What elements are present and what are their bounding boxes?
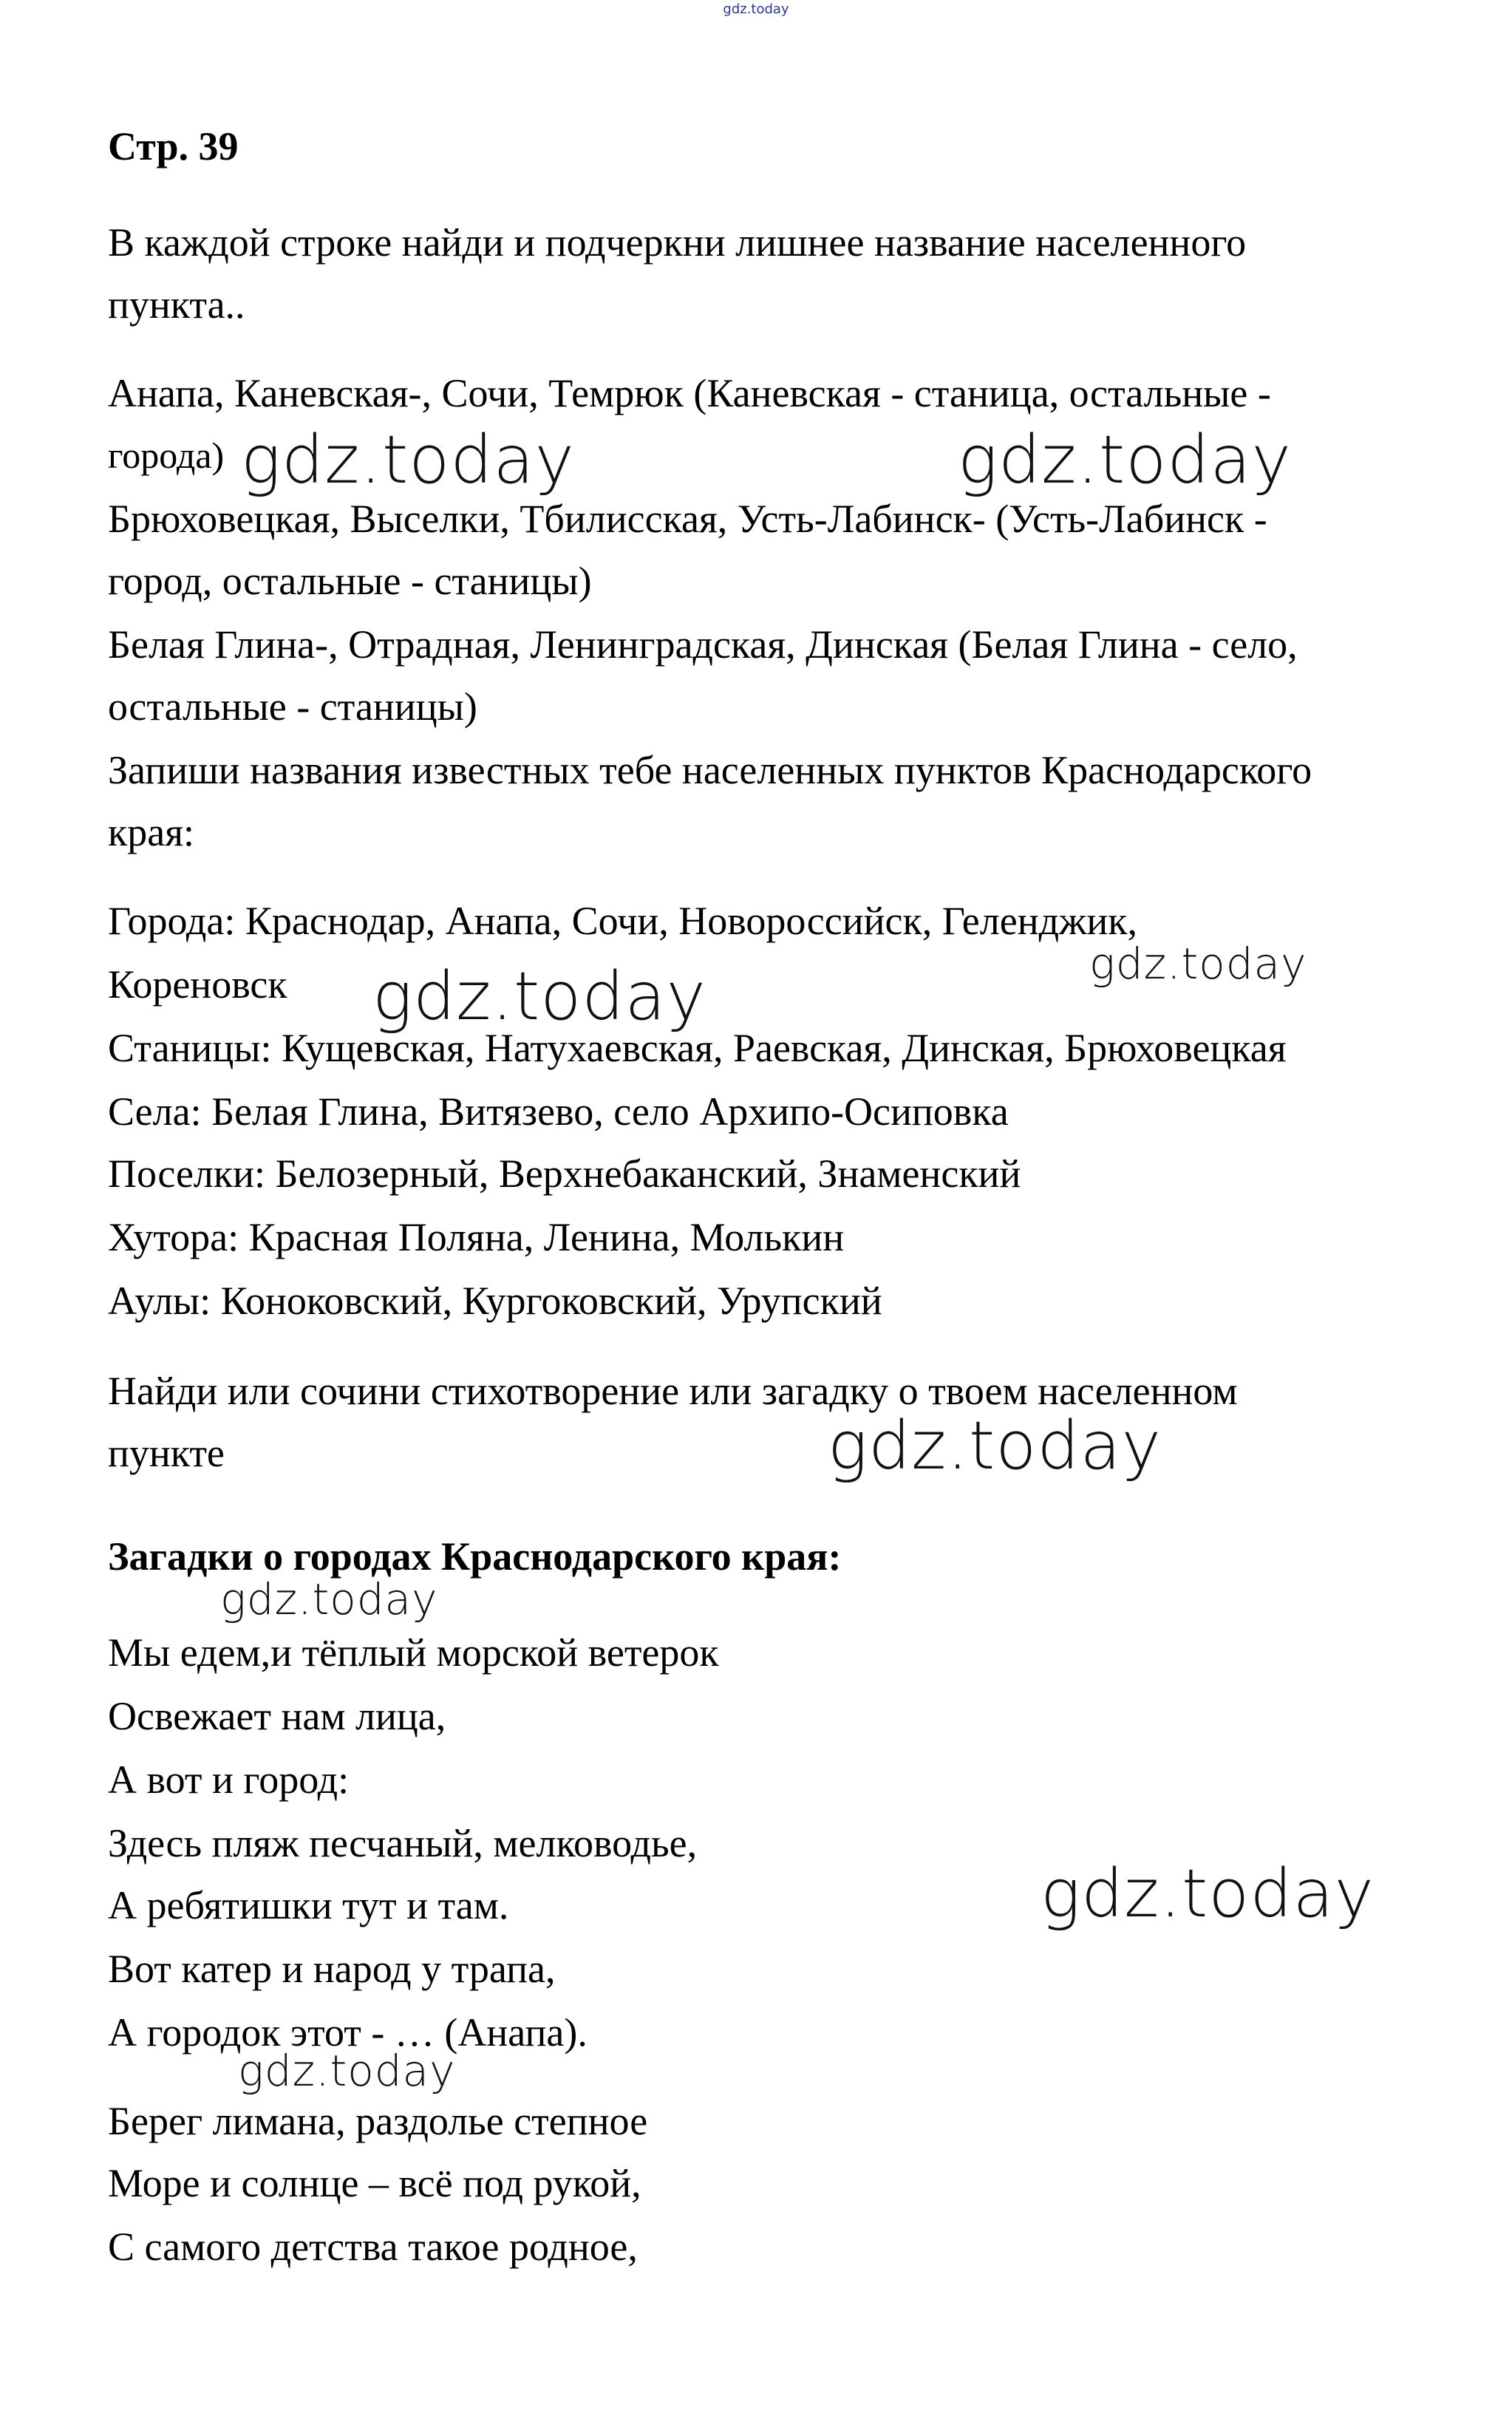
- category-cities-line-1: Города: Краснодар, Анапа, Сочи, Новороссийск, Геленджик,: [108, 899, 1138, 943]
- top-watermark: gdz.today: [723, 1, 789, 17]
- category-villages: Села: Белая Глина, Витязево, село Архипо-Осиповка: [108, 1089, 1009, 1134]
- task2-prompt-line-2: края:: [108, 810, 195, 854]
- category-settlements: Поселки: Белозерный, Верхнебаканский, Знаменский: [108, 1151, 1021, 1196]
- watermark-text: gdz.today: [238, 2046, 456, 2096]
- riddles-heading: Загадки о городах Краснодарского края:: [108, 1534, 842, 1579]
- poem-line: Берег лимана, раздолье степное: [108, 2099, 648, 2143]
- watermark-text: gdz.today: [220, 1574, 438, 1624]
- watermark-text: gdz.today: [828, 1407, 1162, 1485]
- page-number: Стр. 39: [108, 124, 239, 169]
- poem-line: Мы едем,и тёплый морской ветерок: [108, 1630, 719, 1675]
- watermark-text: gdz.today: [1089, 939, 1307, 989]
- watermark-text: gdz.today: [1041, 1855, 1375, 1933]
- task1-prompt-line-1: В каждой строке найди и подчеркни лишнее название населенного: [108, 220, 1247, 265]
- poem-line: А вот и город:: [108, 1757, 350, 1802]
- poem-line: Вот катер и народ у трапа,: [108, 1947, 556, 1991]
- task1-row-1-line-2: города): [108, 435, 225, 476]
- task3-prompt-line-1: Найди или сочини стихотворение или загадку о твоем населенном: [108, 1369, 1238, 1413]
- poem-line: С самого детства такое родное,: [108, 2225, 638, 2269]
- poem-line: Море и солнце – всё под рукой,: [108, 2161, 641, 2205]
- task1-row-2-line-2: город, остальные - станицы): [108, 559, 592, 603]
- poem-line: А городок этот - … (Анапа).: [108, 2010, 588, 2055]
- task1-row-2-line-1: Брюховецкая, Выселки, Тбилисская, Усть-Лабинск- (Усть-Лабинск -: [108, 497, 1267, 541]
- poem-line: Здесь пляж песчаный, мелководье,: [108, 1821, 698, 1865]
- category-stanitsy: Станицы: Кущевская, Натухаевская, Раевская, Динская, Брюховецкая: [108, 1026, 1287, 1070]
- category-khutors: Хутора: Красная Поляна, Ленина, Молькин: [108, 1215, 845, 1259]
- poem-line: А ребятишки тут и там.: [108, 1883, 509, 1927]
- task1-prompt-line-2: пункта..: [108, 282, 245, 327]
- poem-line: Освежает нам лица,: [108, 1694, 446, 1738]
- task1-row-3-line-2: остальные - станицы): [108, 684, 477, 729]
- category-auls: Аулы: Коноковский, Кургоковский, Урупский: [108, 1279, 882, 1323]
- watermark-text: gdz.today: [372, 958, 706, 1035]
- watermark-text: gdz.today: [241, 421, 575, 499]
- category-cities-line-2: Кореновск: [108, 962, 287, 1007]
- task3-prompt-line-2: пункте: [108, 1431, 225, 1475]
- task1-row-3-line-1: Белая Глина-, Отрадная, Ленинградская, Динская (Белая Глина - село,: [108, 622, 1298, 667]
- watermark-text: gdz.today: [958, 421, 1292, 499]
- task1-row-1-line-1: Анапа, Каневская-, Сочи, Темрюк (Каневская - станица, остальные -: [108, 371, 1271, 415]
- task2-prompt-line-1: Запиши названия известных тебе населенных пунктов Краснодарского: [108, 748, 1312, 792]
